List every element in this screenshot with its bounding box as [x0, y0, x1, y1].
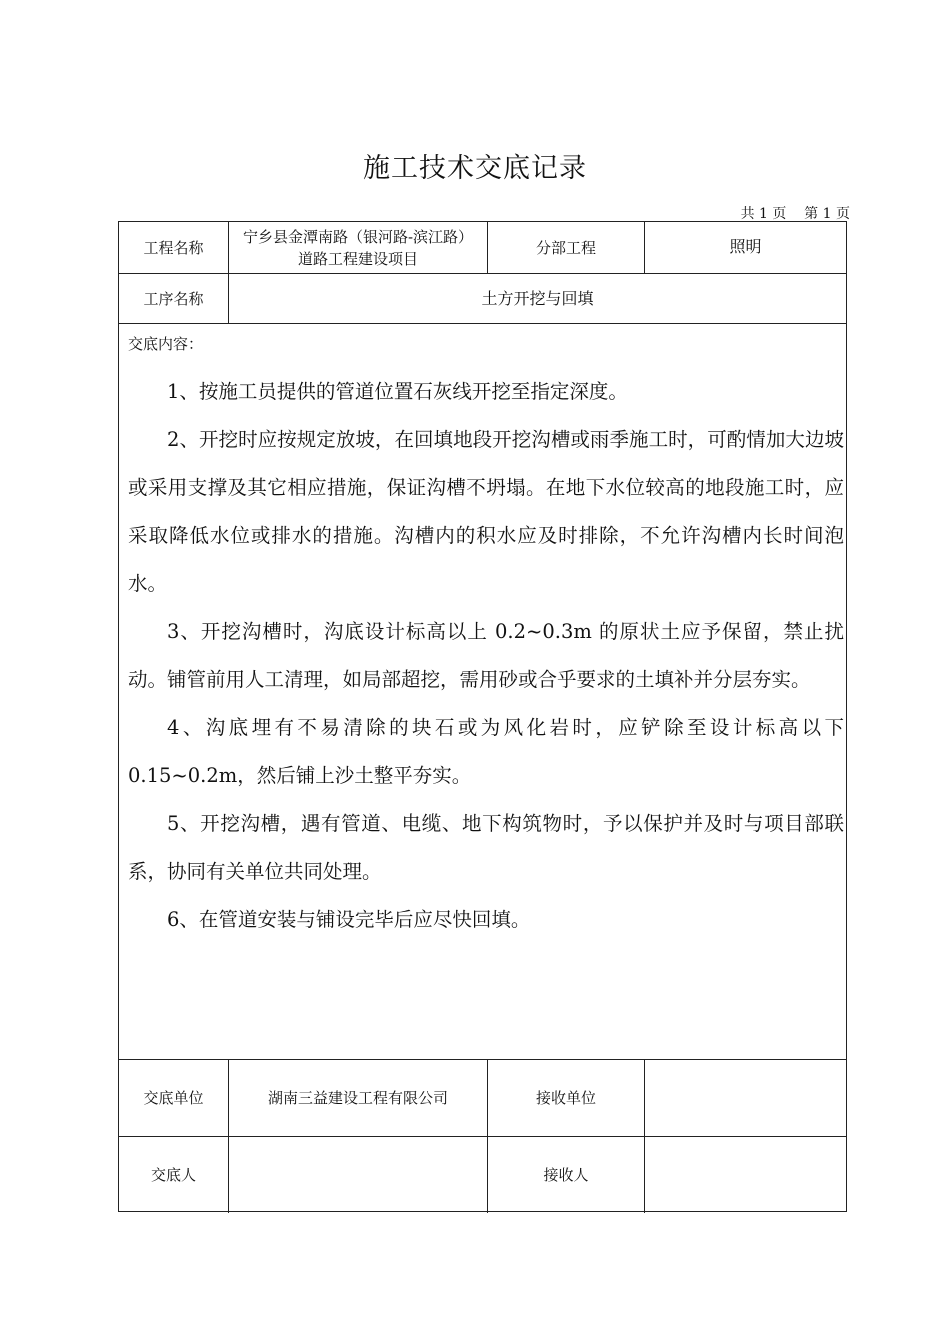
handover-person-label: 交底人 — [150, 1165, 196, 1184]
content-paragraph: 5、开挖沟槽，遇有管道、电缆、地下构筑物时，予以保护并及时与项目部联系，协同有关单位共同处理。 — [128, 812, 844, 883]
process-name-value: 土方开挖与回填 — [481, 288, 594, 308]
receiver-label: 接收人 — [543, 1165, 589, 1184]
content-paragraph: 1、按施工员提供的管道位置石灰线开挖至指定深度。 — [167, 380, 628, 403]
receiving-unit-value — [645, 1060, 846, 1136]
handover-unit-label: 交底单位 — [143, 1089, 204, 1107]
handover-unit-value: 湖南三益建设工程有限公司 — [267, 1089, 448, 1107]
content-paragraph: 4、沟底埋有不易清除的块石或为风化岩时，应铲除至设计标高以下 0.15~0.2m，然后铺上沙土整平夯实。 — [128, 716, 844, 787]
handover-record-table — [118, 221, 847, 1212]
content-label: 交底内容： — [128, 335, 204, 353]
document-title: 施工技术交底记录 — [363, 153, 587, 184]
project-name-line1: 宁乡县金潭南路（银河路-滨江路） — [242, 227, 474, 246]
project-name-label: 工程名称 — [143, 238, 204, 257]
content-paragraph: 2、开挖时应按规定放坡，在回填地段开挖沟槽或雨季施工时，可酌情加大边坡或采用支撑及其它相应措施，保证沟槽不坍塌。在地下水位较高的地段施工时，应采取降低水位或排水的措施。沟槽内的积水应及时排除，不允许沟槽内长时间泡水。 — [128, 428, 844, 595]
row-divider — [119, 323, 846, 324]
content-paragraph: 6、在管道安装与铺设完毕后应尽快回填。 — [167, 908, 531, 931]
page-info: 共 1 页 第 1 页 — [740, 206, 850, 222]
project-name-value — [229, 222, 487, 273]
content-paragraph: 3、开挖沟槽时，沟底设计标高以上 0.2~0.3m 的原状土应予保留，禁止扰动。铺管前用人工清理，如局部超挖，需用砂或合乎要求的土填补并分层夯实。 — [128, 620, 844, 691]
handover-content — [128, 368, 844, 944]
project-name-line2: 道路工程建设项目 — [297, 249, 418, 268]
receiving-unit-label: 接收单位 — [535, 1089, 596, 1107]
sub-project-label: 分部工程 — [535, 238, 596, 257]
receiver-value — [645, 1137, 846, 1212]
process-name-label: 工序名称 — [143, 289, 204, 308]
sub-project-value: 照明 — [729, 237, 762, 256]
handover-person-value — [229, 1137, 487, 1212]
